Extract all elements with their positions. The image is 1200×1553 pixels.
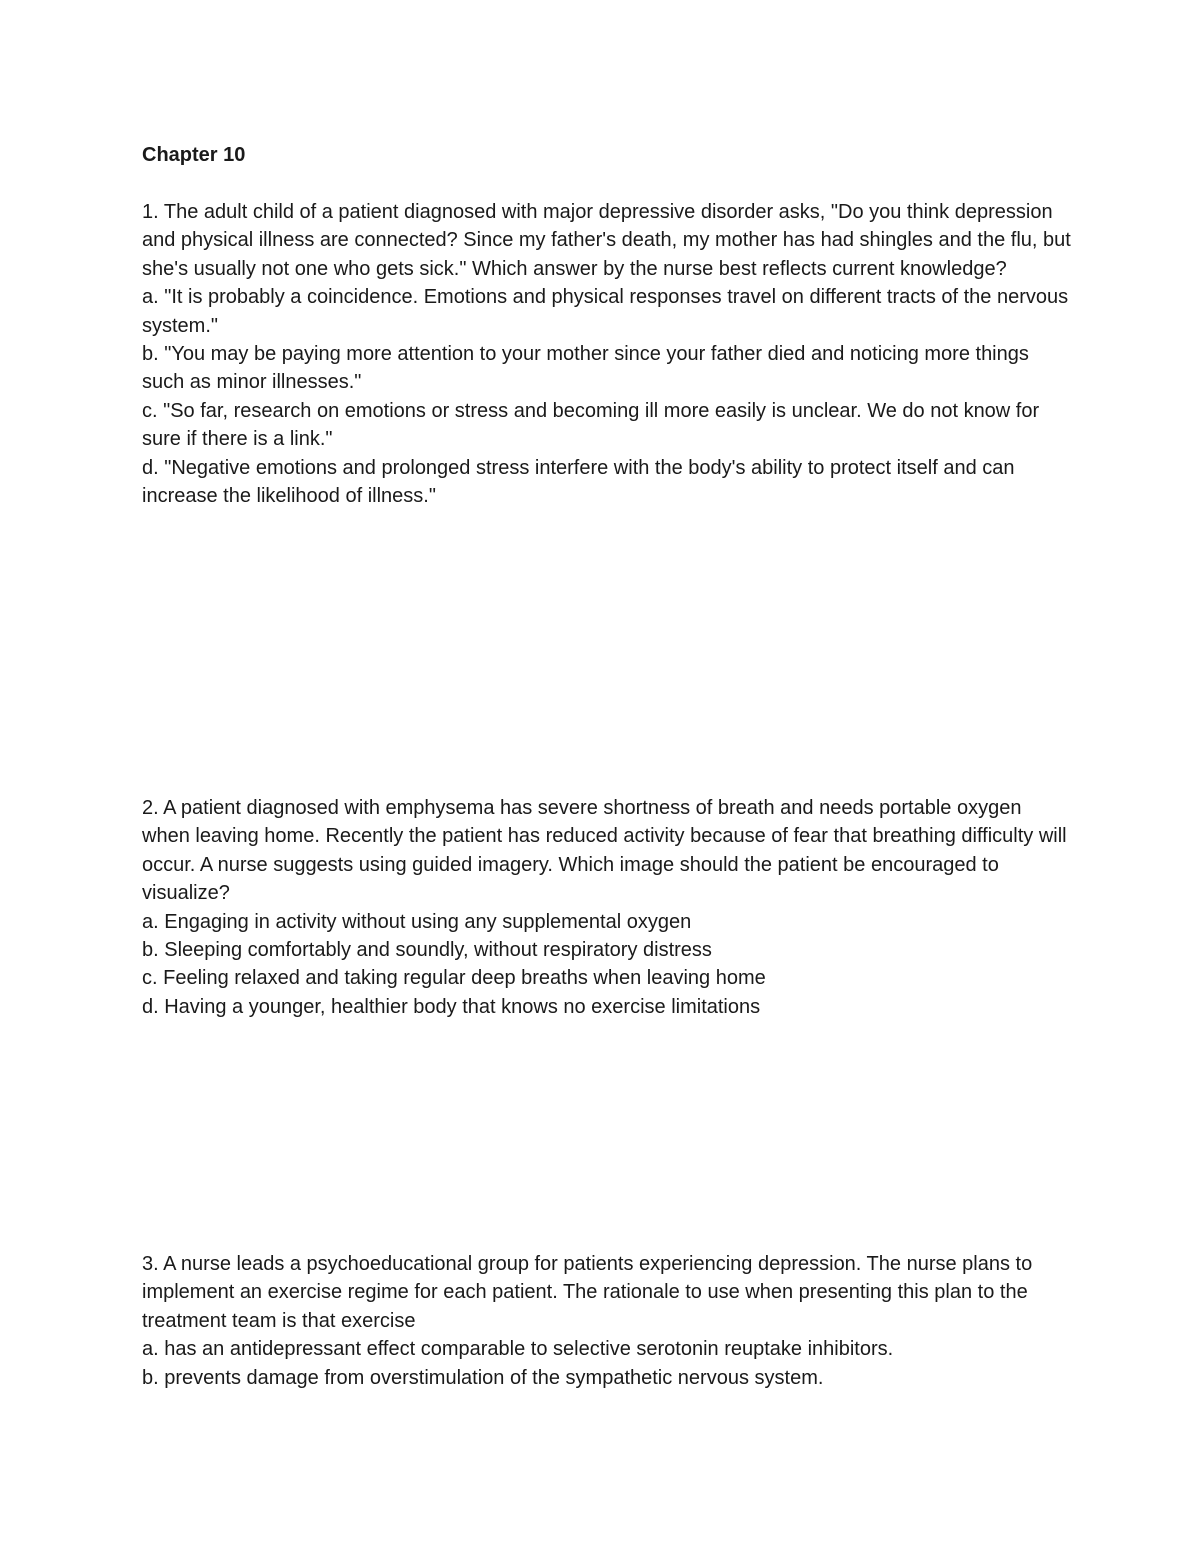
question-3 bbox=[142, 1250, 1072, 1392]
answer-option-d: d. "Negative emotions and prolonged stress interfere with the body's ability to protect itself and can increase the likelihood of illness." bbox=[142, 456, 1015, 508]
question-2 bbox=[142, 794, 1072, 1021]
question-stem: 2. A patient diagnosed with emphysema has severe shortness of breath and needs portable oxygen when leaving home. Recently the patient has reduced activity because of fear that breathing difficulty will occur. A nurse suggests using guided imagery. Which image should the patient be encouraged to visualize? bbox=[142, 797, 1067, 905]
answer-option-a: a. Engaging in activity without using any supplemental oxygen bbox=[142, 910, 692, 933]
chapter-title: Chapter 10 bbox=[142, 144, 246, 166]
question-stem: 1. The adult child of a patient diagnosed with major depressive disorder asks, "Do you think depression and physical illness are connected? Since my father's death, my mother has had shingles and the flu, but she's usually not one who gets sick." Which answer by the nurse best reflects current knowledge? bbox=[142, 201, 1071, 280]
answer-option-b: b. Sleeping comfortably and soundly, without respiratory distress bbox=[142, 939, 712, 962]
question-stem: 3. A nurse leads a psychoeducational group for patients experiencing depression. The nurse plans to implement an exercise regime for each patient. The rationale to use when presenting this plan to the treatment team is that exercise bbox=[142, 1253, 1033, 1332]
answer-option-b: b. "You may be paying more attention to your mother since your father died and noticing more things such as minor illnesses." bbox=[142, 343, 1029, 394]
question-1 bbox=[142, 198, 1072, 510]
answer-option-b: b. prevents damage from overstimulation of the sympathetic nervous system. bbox=[142, 1366, 824, 1389]
answer-option-c: c. "So far, research on emotions or stress and becoming ill more easily is unclear. We do not know for sure if there is a link." bbox=[142, 399, 1040, 451]
answer-option-d: d. Having a younger, healthier body that knows no exercise limitations bbox=[142, 995, 761, 1018]
answer-option-c: c. Feeling relaxed and taking regular deep breaths when leaving home bbox=[142, 967, 766, 990]
answer-option-a: a. has an antidepressant effect comparable to selective serotonin reuptake inhibitors. bbox=[142, 1338, 894, 1361]
answer-option-a: a. "It is probably a coincidence. Emotions and physical responses travel on different tracts of the nervous system." bbox=[142, 286, 1069, 337]
